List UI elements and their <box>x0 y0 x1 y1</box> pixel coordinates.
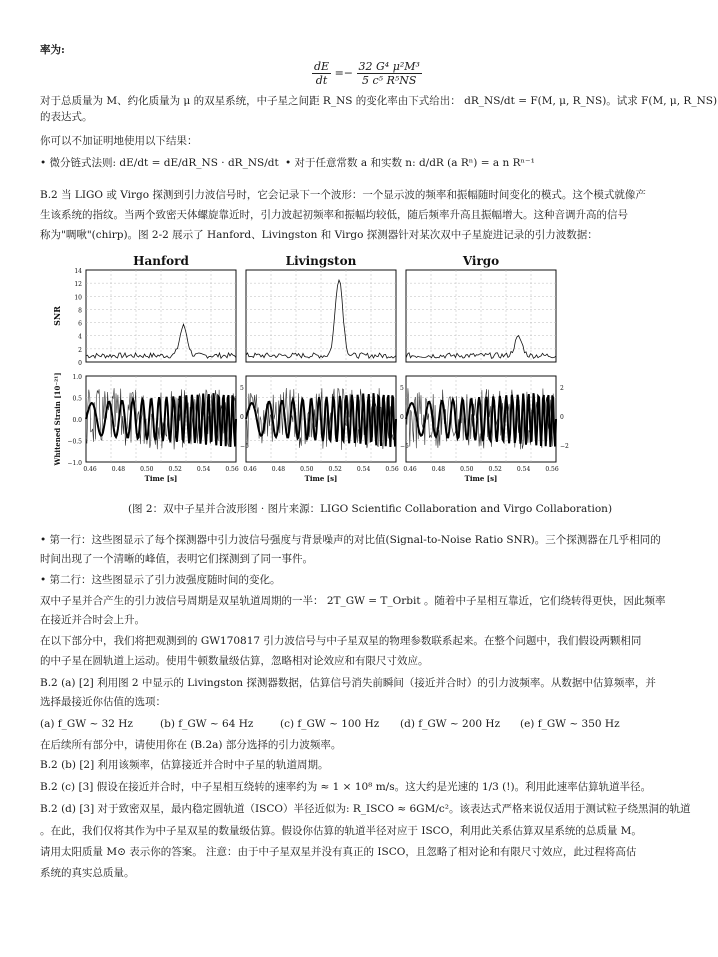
text-line-8: 称为"啁啾"(chirp)。图 2-2 展示了 Hanford、Livingston 和 Virgo 探测器针对某次双中子星旋进记录的引力波数据： <box>40 229 598 241</box>
strain-left-tick: 1.0 <box>72 374 82 381</box>
text-line-5: • 对于任意常数 a 和实数 n: d/dR (a Rⁿ) = a n Rⁿ⁻¹ <box>285 157 535 169</box>
waveform-figure <box>52 252 592 502</box>
time-tick: 0.50 <box>140 466 154 473</box>
body-line-5: 在接近并合时会上升。 <box>40 614 145 626</box>
tail-line-6: 请用太阳质量 M⊙ 表示你的答案。 注意：由于中子星双星并没有真正的 ISCO，且忽略了相对论和有限尺寸效应，此过程将高估 <box>40 846 637 858</box>
tail-line-3: B.2 (c) [3] 假设在接近并合时，中子星相互绕转的速率约为 ≈ 1 × 10⁸ m/s。这大约是光速的 1/3 (!)。利用此速率估算轨道半径。 <box>40 781 652 793</box>
figure-caption: (图 2：双中子星并合波形图 · 图片来源：LIGO Scientific Collaboration and Virgo Collaboration) <box>127 503 613 515</box>
strain-left-tick: −0.5 <box>67 438 82 446</box>
time-tick: 0.54 <box>196 466 211 473</box>
time-tick: 0.56 <box>385 466 399 473</box>
strain-left-tick: 0.5 <box>72 395 82 403</box>
text-line-6: B.2 当 LIGO 或 Virgo 探测到引力波信号时，它会记录下一个波形：一个显示波的频率和振幅随时间变化的模式。这个模式就像产 <box>40 189 646 201</box>
text-line-4: • 微分链式法则: dE/dt = dE/dR_NS · dR_NS/dt <box>40 157 279 169</box>
tail-line-4: B.2 (d) [3] 对于致密双星，最内稳定圆轨道（ISCO）半径近似为: R_ISCO ≈ 6GM/c²。该表达式严格来说仅适用于测试粒子绕黑洞的轨道 <box>40 803 691 815</box>
body-line-3: • 第二行：这些图显示了引力波强度随时间的变化。 <box>40 574 281 586</box>
body-line-9: 选择最接近你估值的选项： <box>40 696 166 708</box>
snr-axis-label: SNR <box>52 306 62 326</box>
waveform-svg <box>52 252 592 502</box>
snr-trace-0 <box>86 324 236 358</box>
snr-tick: 12 <box>74 281 82 289</box>
time-tick: 0.52 <box>168 466 182 473</box>
time-tick: 0.54 <box>356 466 371 473</box>
snr-tick: 4 <box>78 333 82 341</box>
strain-right-tick: 0 <box>400 414 404 421</box>
time-tick: 0.48 <box>111 466 126 473</box>
snr-tick: 2 <box>78 346 82 354</box>
time-tick: 0.46 <box>243 466 257 473</box>
panel-title-1: Livingston <box>285 254 357 268</box>
snr-tick: 14 <box>74 268 82 275</box>
time-tick: 0.52 <box>488 466 502 473</box>
time-tick: 0.54 <box>516 466 531 473</box>
panel-title-2: Virgo <box>462 254 500 268</box>
energy-equation: $\frac{dE}{dt}$ =− $\frac{\text{32 G⁴ μ²M³}}{\text{5 c⁵ R⁵NS}}$ <box>314 60 420 87</box>
body-line-2: 时间出现了一个清晰的峰值，表明它们探测到了同一事件。 <box>40 553 313 565</box>
time-tick: 0.46 <box>403 466 417 473</box>
option-e: (e) f_GW ~ 350 Hz <box>520 718 620 730</box>
body-line-1: • 第一行：这些图显示了每个探测器中引力波信号强度与背景噪声的对比值(Signal-to-Noise Ratio SNR)。三个探测器在几乎相同的 <box>40 534 661 546</box>
body-line-4: 双中子星并合产生的引力波信号周期是双星轨道周期的一半： 2T_GW = T_Orbit 。随着中子星相互靠近，它们绕转得更快，因此频率 <box>40 595 666 607</box>
strain-right-tick: 5 <box>400 385 404 392</box>
strain-right-tick: 5 <box>240 385 244 392</box>
tail-line-1: 在后续所有部分中，请使用你在 (B.2a) 部分选择的引力波频率。 <box>40 739 342 751</box>
strain-right-tick: 2 <box>560 385 564 392</box>
text-line-1: 对于总质量为 M、约化质量为 μ 的双星系统，中子星之间距 R_NS 的变化率由下式给出： dR_NS/dt = F(M, μ, R_NS)。试求 F(M, μ, R_NS) <box>40 95 718 107</box>
time-axis-label: Time [s] <box>304 474 338 483</box>
tail-line-7: 系统的真实总质量。 <box>40 867 135 879</box>
option-c: (c) f_GW ~ 100 Hz <box>280 718 380 730</box>
body-line-6: 在以下部分中，我们将把观测到的 GW170817 引力波信号与中子星双星的物理参数联系起来。在整个问题中，我们假设两颗相同 <box>40 635 642 647</box>
strain-right-tick: −5 <box>400 443 409 450</box>
strain-right-tick: −2 <box>560 443 569 450</box>
text-line-7: 生该系统的指纹。当两个致密天体螺旋靠近时，引力波起初频率和振幅均较低，随后频率升高且振幅增大。这种音调升高的信号 <box>40 209 628 221</box>
tail-line-2: B.2 (b) [2] 利用该频率，估算接近并合时中子星的轨道周期。 <box>40 759 329 771</box>
snr-tick: 0 <box>78 360 82 367</box>
snr-tick: 8 <box>78 307 82 315</box>
strain-right-tick: 0 <box>240 414 244 421</box>
time-tick: 0.46 <box>83 466 97 473</box>
time-tick: 0.52 <box>328 466 342 473</box>
time-axis-label: Time [s] <box>144 474 178 483</box>
strain-axis-label: Whitened Strain [10⁻²¹] <box>53 372 62 466</box>
strain-right-tick: 0 <box>560 414 564 421</box>
option-d: (d) f_GW ~ 200 Hz <box>400 718 501 730</box>
snr-tick: 6 <box>78 320 82 328</box>
strain-left-tick: 0.0 <box>72 417 82 424</box>
time-tick: 0.48 <box>271 466 286 473</box>
time-tick: 0.50 <box>460 466 474 473</box>
time-tick: 0.56 <box>225 466 239 473</box>
snr-tick: 10 <box>74 294 82 302</box>
time-axis-label: Time [s] <box>464 474 498 483</box>
text-line-3: 你可以不加证明地使用以下结果： <box>40 135 198 147</box>
time-tick: 0.56 <box>545 466 559 473</box>
time-tick: 0.50 <box>300 466 314 473</box>
intro-label: 率为: <box>40 44 65 56</box>
strain-right-tick: −5 <box>240 443 249 450</box>
text-line-2: 的表达式。 <box>40 111 93 123</box>
option-a: (a) f_GW ~ 32 Hz <box>40 718 133 730</box>
tail-line-5: 。在此，我们仅将其作为中子星双星的数量级估算。假设你估算的轨道半径对应于 ISCO，利用此关系估算双星系统的总质量 M。 <box>40 825 642 837</box>
strain-left-tick: −1.0 <box>67 460 82 467</box>
body-line-8: B.2 (a) [2] 利用图 2 中显示的 Livingston 探测器数据，估算信号消失前瞬间（接近并合时）的引力波频率。从数据中估算频率，并 <box>40 677 656 689</box>
body-line-7: 的中子星在圆轨道上运动。使用牛顿数量级估算，忽略相对论效应和有限尺寸效应。 <box>40 655 429 667</box>
option-b: (b) f_GW ~ 64 Hz <box>160 718 254 730</box>
panel-title-0: Hanford <box>133 254 189 268</box>
time-tick: 0.48 <box>431 466 446 473</box>
